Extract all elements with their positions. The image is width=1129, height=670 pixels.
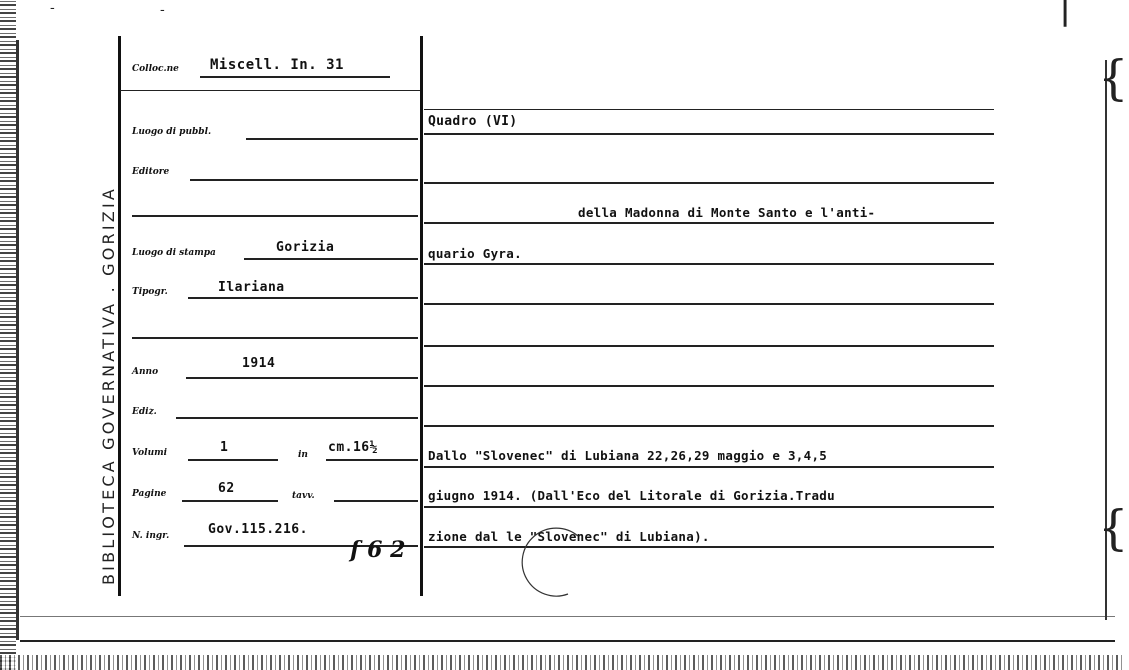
volumi-value: 1 — [220, 440, 229, 455]
rule — [182, 500, 278, 502]
rule — [424, 182, 994, 184]
ingresso-label: N. ingr. — [132, 531, 170, 541]
rule — [424, 109, 994, 110]
library-stamp: BIBLIOTECA GOVERNATIVA . GORIZIA — [99, 185, 118, 585]
rule — [188, 459, 278, 461]
luogo-stampa-value: Gorizia — [276, 240, 335, 255]
rule — [424, 506, 994, 508]
rule — [246, 138, 418, 140]
speck: - — [50, 0, 55, 16]
rule — [424, 263, 994, 265]
rule — [424, 345, 994, 347]
anno-label: Anno — [132, 367, 159, 377]
description-line: quario Gyra. — [428, 246, 522, 261]
rule — [424, 466, 994, 468]
description-title: Quadro (VI) — [428, 114, 518, 129]
rule — [132, 337, 418, 339]
rule — [424, 425, 994, 427]
collocazione-underline — [200, 76, 390, 78]
rule — [132, 215, 418, 217]
speck: | — [1060, 0, 1071, 27]
rule — [120, 90, 420, 91]
bracket-mark: { — [1098, 50, 1129, 106]
speck: - — [160, 2, 165, 18]
formato-value: cm.16½ — [328, 440, 378, 455]
description-line: Dallo "Slovenec" di Lubiana 22,26,29 maggio e 3,4,5 — [428, 448, 828, 463]
ingresso-value: Gov.115.216. — [208, 522, 308, 537]
description-line: zione dal le "Slovenec" di Lubiana). — [428, 529, 710, 544]
card-bottom-edge — [0, 655, 1123, 670]
luogo-pubbl-label: Luogo di pubbl. — [132, 127, 212, 137]
left-column-rule — [118, 36, 121, 596]
center-column-rule — [420, 36, 423, 596]
description-line: della Madonna di Monte Santo e l'anti- — [578, 205, 876, 220]
luogo-stampa-label: Luogo di stampa — [132, 248, 216, 258]
editore-label: Editore — [132, 167, 170, 177]
anno-value: 1914 — [242, 356, 276, 371]
rule — [186, 377, 418, 379]
tavole-label: tavv. — [292, 491, 315, 501]
volumi-label: Volumi — [132, 448, 168, 458]
tipografia-label: Tipogr. — [132, 287, 168, 297]
card-bottom-border — [20, 640, 1115, 642]
rule — [176, 417, 418, 419]
rule — [244, 258, 418, 260]
card-left-border — [16, 40, 19, 640]
pagine-label: Pagine — [132, 489, 167, 499]
rule — [424, 385, 994, 387]
collocazione-value: Miscell. In. 31 — [210, 57, 344, 73]
rule — [326, 459, 418, 461]
rule — [424, 222, 994, 224]
card-left-edge — [0, 0, 16, 670]
rule — [424, 303, 994, 305]
description-line: giugno 1914. (Dall'Eco del Litorale di Gorizia.Tradu — [428, 488, 835, 503]
rule — [334, 500, 418, 502]
card-bottom-rule — [20, 616, 1115, 617]
handwritten-number: f 6 2 — [350, 537, 406, 563]
rule — [424, 133, 994, 135]
pagine-value: 62 — [218, 481, 235, 496]
stamp-circle-mark — [508, 524, 588, 604]
collocazione-label: Colloc.ne — [132, 64, 179, 74]
tipografia-value: Ilariana — [218, 280, 285, 295]
rule — [188, 297, 418, 299]
bracket-mark: { — [1098, 500, 1129, 556]
volumi-in-label: in — [298, 450, 308, 460]
rule — [190, 179, 418, 181]
edizione-label: Ediz. — [132, 407, 157, 417]
